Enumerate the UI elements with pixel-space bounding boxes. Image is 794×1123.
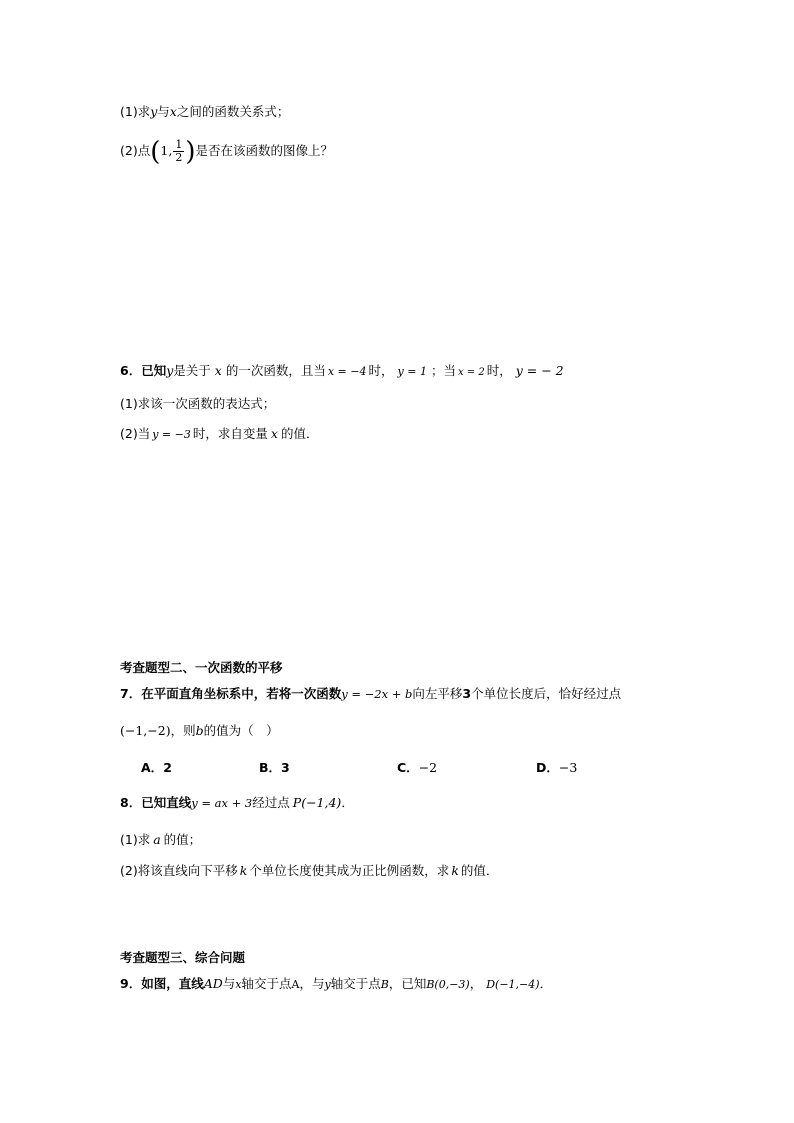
text: 经过点 <box>252 795 290 810</box>
text: 个单位长度后，恰好经过点 <box>471 686 622 701</box>
math-point: P(−1,4) <box>292 795 342 810</box>
math-x: x <box>235 978 242 991</box>
math-function: y = ax + 3 <box>191 796 253 810</box>
q7-stem-2 <box>120 721 279 741</box>
text: 是关于 <box>173 363 211 378</box>
option-d <box>536 758 577 778</box>
text: ． <box>341 795 354 810</box>
q6-part1 <box>120 394 275 414</box>
fraction-numerator: 1 <box>175 138 183 151</box>
text: 时， <box>486 363 512 378</box>
text: 轴交于点 <box>241 976 292 991</box>
math-value-2: y = − 2 <box>515 363 564 378</box>
math-b-coord: B(0,−3) <box>426 978 470 991</box>
math-condition: y = −3 <box>152 428 191 441</box>
text: 的值． <box>280 426 319 441</box>
q6-p1: (1)求该一次函数的表达式； <box>120 396 276 411</box>
text: 向左平移 <box>412 686 463 701</box>
q6-stem <box>120 361 564 383</box>
math-y: y <box>166 363 174 378</box>
q6-number: 6．已知 <box>120 363 167 378</box>
math-d-coord: D(−1,−4) <box>486 978 540 991</box>
option-a <box>141 758 172 778</box>
text: A． <box>141 760 164 775</box>
math-a: a <box>153 832 161 847</box>
q8-number: 8．已知直线 <box>120 795 192 810</box>
text: 3 <box>281 760 290 775</box>
text: ；当 <box>430 363 456 378</box>
math-condition-2: x = 2 <box>457 367 485 378</box>
math-b: b <box>195 723 204 738</box>
fraction <box>173 139 184 164</box>
text: ，与 <box>299 976 325 991</box>
q8-stem <box>120 793 354 813</box>
q9-number: 9．如图，直线 <box>120 976 204 991</box>
text: −2 <box>418 760 438 775</box>
math-x: x <box>214 363 222 378</box>
math-y: y <box>324 978 331 991</box>
text: ，已知 <box>388 976 427 991</box>
math-condition-1: x = −4 <box>327 365 367 378</box>
text: 的一次函数，且当 <box>225 363 326 378</box>
q5-part1 <box>120 102 289 122</box>
q5-p1-pre: (1)求 <box>120 104 151 119</box>
math-ad: AD <box>203 976 223 991</box>
section-title-2: 考查题型二、一次函数的平移 <box>120 660 283 675</box>
section-title-3: 考查题型三、综合问题 <box>120 950 246 965</box>
math-x: x <box>169 104 177 119</box>
math-value-1: y = 1 <box>397 365 427 378</box>
math-a-point: A <box>291 978 300 991</box>
text: 的值； <box>163 832 202 847</box>
text: 个单位长度使其成为正比例函数，求 <box>249 863 450 878</box>
text: 与 <box>222 976 236 991</box>
text: B． <box>259 760 282 775</box>
text: 3 <box>462 686 472 701</box>
math-k: k <box>239 863 248 878</box>
text: ， <box>469 976 483 991</box>
math-point: (−1,−2) <box>120 723 171 738</box>
text: (1)求 <box>120 832 151 847</box>
text: C． <box>397 760 419 775</box>
q5-p2-pre: (2)点 <box>120 143 151 158</box>
text: −3 <box>558 760 578 775</box>
q8-part2 <box>120 861 498 881</box>
q6-part2 <box>120 424 318 445</box>
point-x: 1, <box>160 143 173 158</box>
q5-part2 <box>120 137 333 167</box>
q5-p2-post: 是否在该函数的图像上？ <box>195 143 333 158</box>
q8-part1 <box>120 830 201 850</box>
text: (2)当 <box>120 426 151 441</box>
q5-p1-mid: 与 <box>157 104 170 119</box>
text: ，则 <box>170 723 196 738</box>
q9-stem <box>120 974 552 995</box>
text: 轴交于点 <box>330 976 381 991</box>
text: 时，求自变量 <box>192 426 268 441</box>
math-k: k <box>451 863 459 878</box>
right-paren: ) <box>185 137 196 167</box>
q7-stem <box>120 684 621 704</box>
fraction-denominator: 2 <box>175 151 183 164</box>
q7-number: 7．在平面直角坐标系中，若将一次函数 <box>120 686 342 701</box>
math-x: x <box>270 426 278 441</box>
math-function: y = −2x + b <box>341 687 413 701</box>
text: 的值为（ ） <box>203 723 279 738</box>
math-b-point: B <box>380 978 389 991</box>
left-paren: ( <box>150 137 161 167</box>
math-y: y <box>150 104 158 119</box>
option-c <box>397 758 437 778</box>
text: 2 <box>163 760 172 775</box>
option-b <box>259 758 290 778</box>
text: D． <box>536 760 559 775</box>
text: ． <box>539 976 553 991</box>
q5-p1-post: 之间的函数关系式； <box>176 104 290 119</box>
text: 的值． <box>460 863 499 878</box>
text: (2)将该直线向下平移 <box>120 863 238 878</box>
text: 时， <box>368 363 394 378</box>
